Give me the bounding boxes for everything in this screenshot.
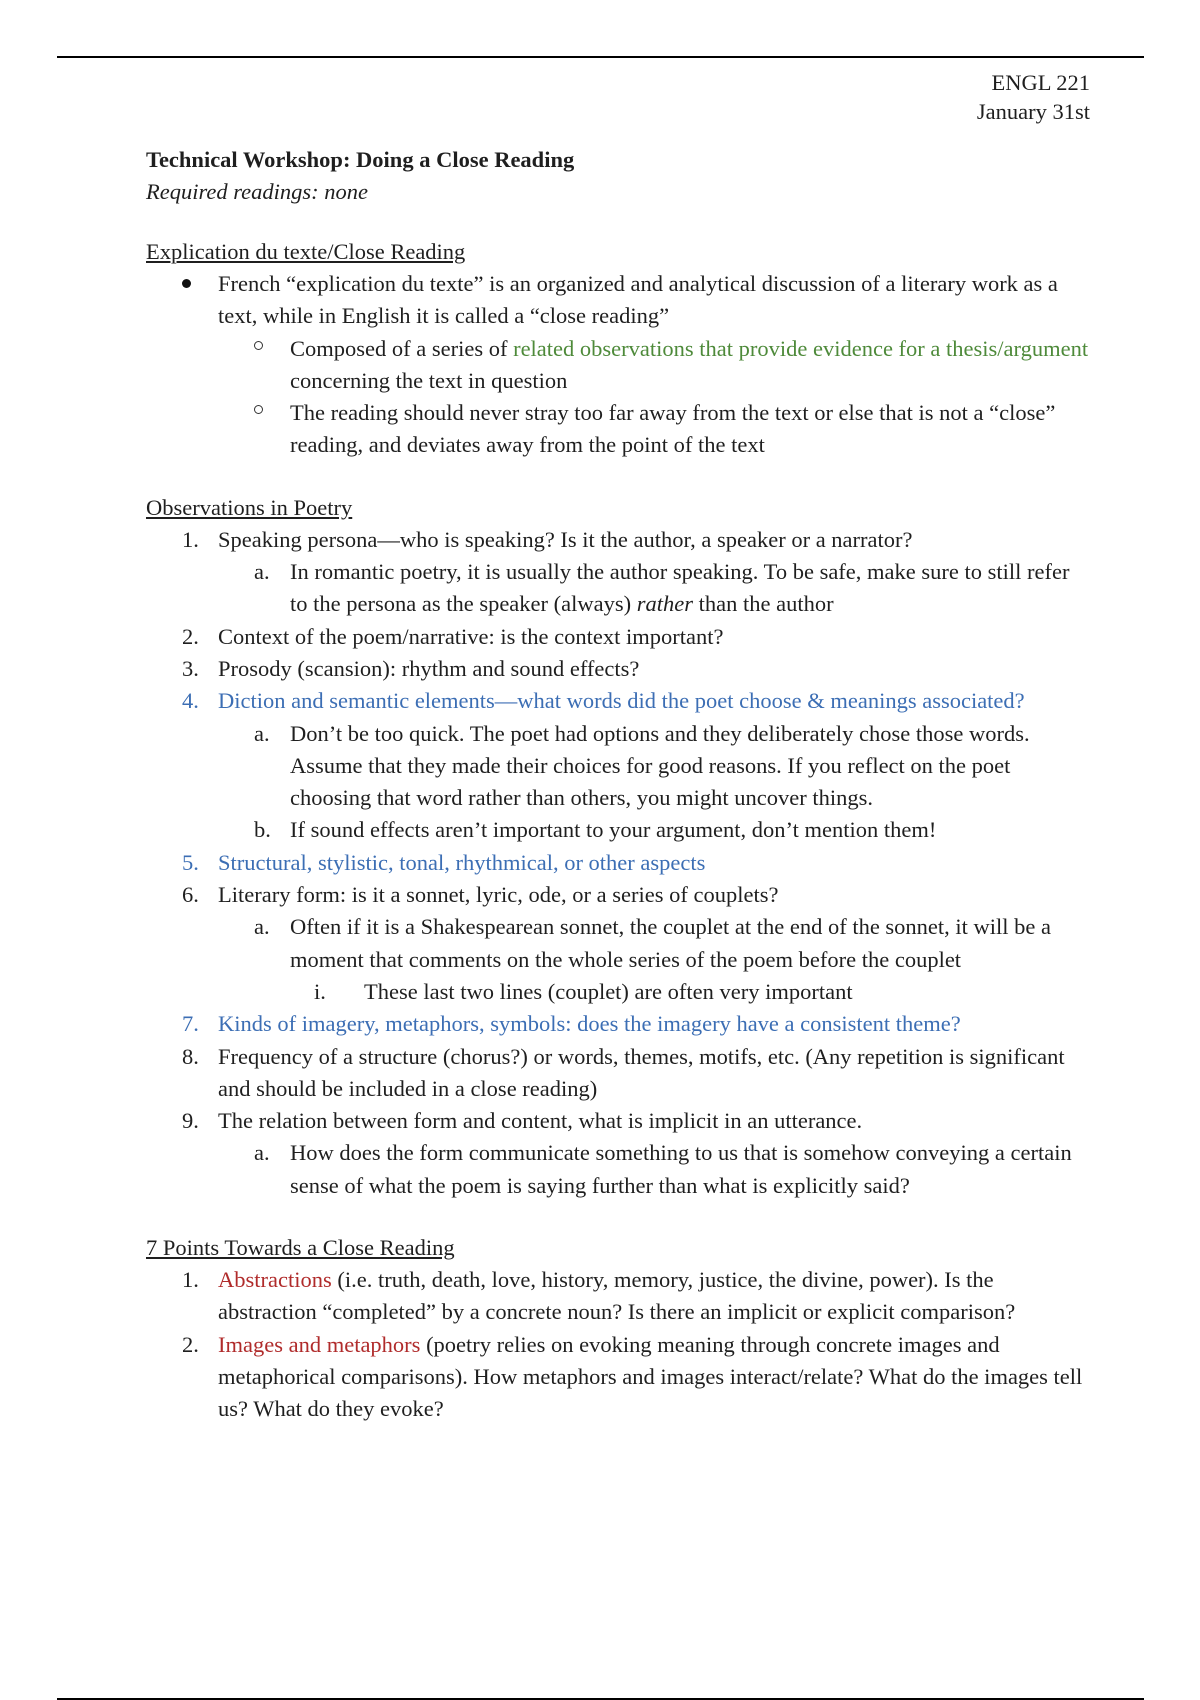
document-date: January 31st [976, 99, 1090, 124]
header-meta [146, 68, 1090, 126]
page-subtitle: Required readings: none [146, 179, 369, 204]
list-item: 2. Images and metaphors (poetry relies on evoking meaning through concrete images and metaphorical comparisons). How metaphors and images interact/relate? What do the images tell us? What do they evoke? [182, 1331, 1083, 1422]
sub-list-item: a. In romantic poetry, it is usually the author speaking. To be safe, make sure to still refer to the persona as the speaker (always) rather than the author [254, 559, 1070, 617]
document-page [146, 68, 1090, 1426]
sub-list-item: a. Often if it is a Shakespearean sonnet, the couplet at the end of the sonnet, it will be a moment that comments on the whole series of the poem before the couplet [254, 914, 1052, 972]
list-item: 8. Frequency of a structure (chorus?) or words, themes, motifs, etc. (Any repetition is significant and should be included in a close reading) [182, 1043, 1065, 1101]
sub-bullet-item: Composed of a series of related observations that provide evidence for a thesis/argument concerning the text in question [146, 333, 1090, 398]
list-item: 1. Speaking persona—who is speaking? Is it the author, a speaker or a narrator? [182, 526, 913, 552]
bullet-item: French “explication du texte” is an organized and analytical discussion of a literary work as a text, while in English it is called a “close reading” [146, 268, 1090, 333]
sub-list-item: b. If sound effects aren’t important to your argument, don’t mention them! [254, 817, 937, 843]
section-heading-explication: Explication du texte/Close Reading [146, 239, 466, 264]
list-item: 6. Literary form: is it a sonnet, lyric, ode, or a series of couplets? [182, 882, 779, 908]
highlight-green: related observations that provide evidence for a thesis/argument [513, 335, 1089, 361]
list-item: 1. Abstractions (i.e. truth, death, love, history, memory, justice, the divine, power). Is the abstraction “completed” by a concrete noun? Is there an implicit or explicit comparison? [182, 1267, 1016, 1325]
top-rule [57, 56, 1144, 58]
highlight-red: Images and metaphors [218, 1331, 421, 1357]
highlight-red: Abstractions [218, 1267, 332, 1293]
page-title: Technical Workshop: Doing a Close Reading [146, 147, 575, 172]
list-item-highlighted: 4. Diction and semantic elements—what words did the poet choose & meanings associated? [182, 688, 1025, 714]
list-item: 9. The relation between form and content, what is implicit in an utterance. [182, 1108, 863, 1134]
section-heading-observations: Observations in Poetry [146, 494, 353, 520]
sub-list-item: a. Don’t be too quick. The poet had options and they deliberately chose those words. Assume that they made their choices for good reasons. If you reflect on the poet choosing that word rather than others, you might uncover things. [254, 720, 1030, 811]
hollow-bullet-icon [254, 333, 263, 365]
course-code: ENGL 221 [991, 70, 1090, 95]
bullet-dot-icon [182, 268, 191, 300]
sub-bullet-item: The reading should never stray too far away from the text or else that is not a “close” reading, and deviates away from the point of the text [146, 397, 1090, 462]
list-item-highlighted: 5. Structural, stylistic, tonal, rhythmical, or other aspects [182, 849, 706, 875]
sub-sub-list-item: i. These last two lines (couplet) are often very important [314, 978, 853, 1004]
list-item: 3. Prosody (scansion): rhythm and sound effects? [182, 655, 640, 681]
list-item: 2. Context of the poem/narrative: is the context important? [182, 623, 724, 649]
list-item-highlighted: 7. Kinds of imagery, metaphors, symbols: does the imagery have a consistent theme? [182, 1011, 961, 1037]
hollow-bullet-icon [254, 397, 263, 429]
section-heading-seven-points: 7 Points Towards a Close Reading [146, 1235, 455, 1261]
sub-list-item: a. How does the form communicate something to us that is somehow conveying a certain sense of what the poem is saying further than what is explicitly said? [254, 1140, 1072, 1198]
